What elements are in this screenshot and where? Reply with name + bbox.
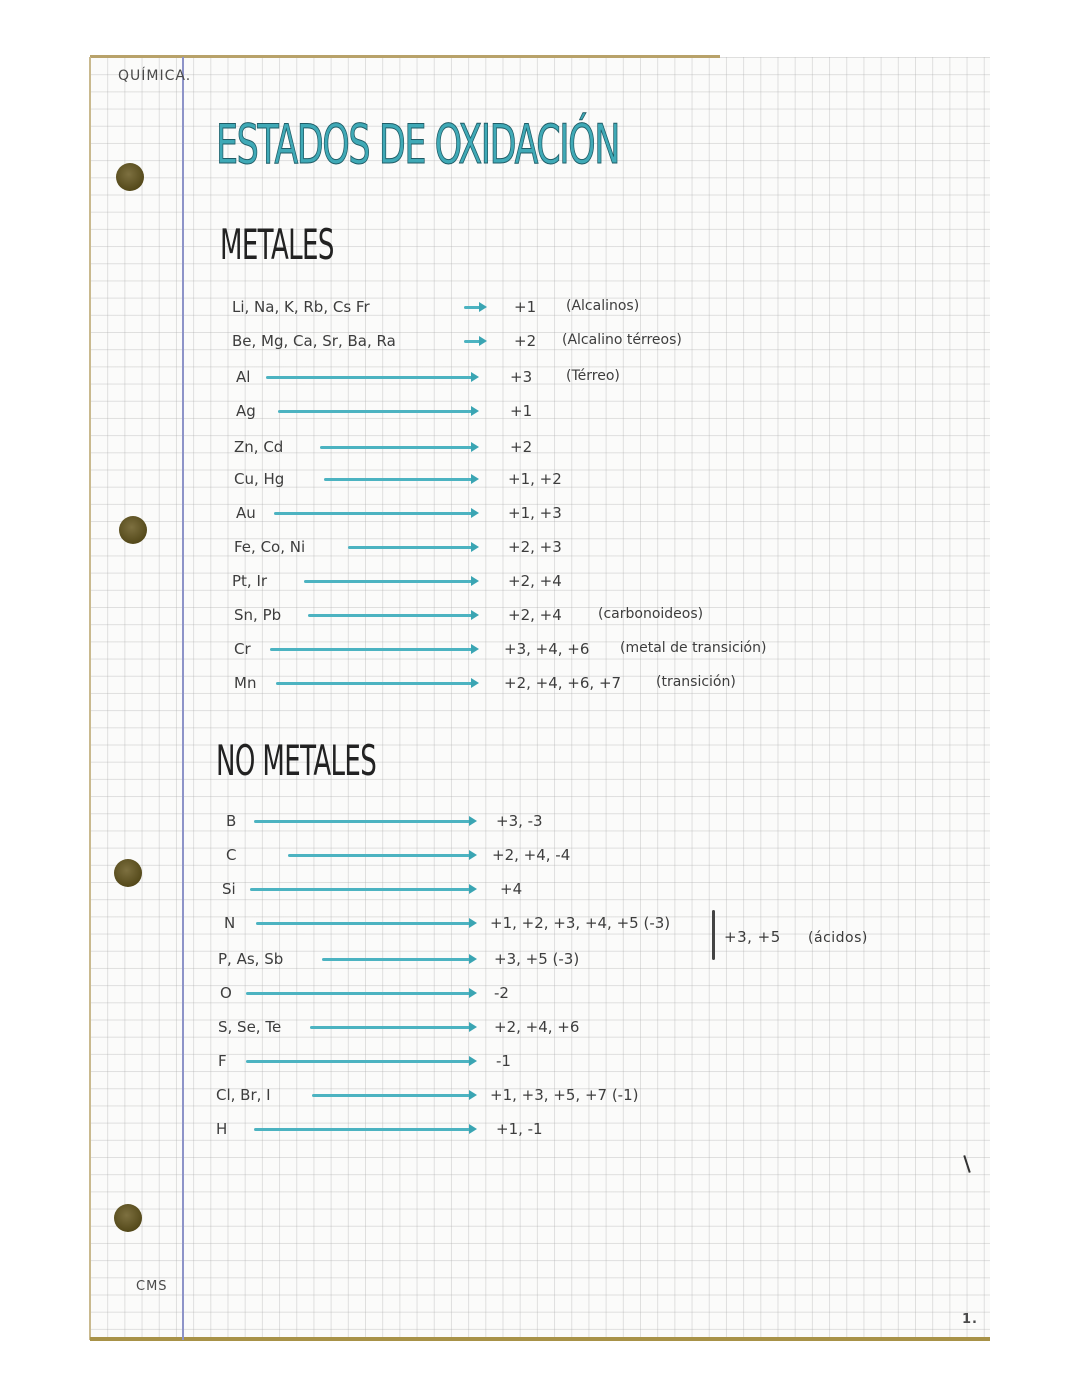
arrow-right-icon bbox=[254, 820, 472, 823]
arrow-right-icon bbox=[278, 410, 474, 413]
arrow-right-icon bbox=[324, 478, 474, 481]
arrow-right-icon bbox=[256, 922, 472, 925]
oxidation-states: -2 bbox=[494, 984, 509, 1002]
arrow-right-icon bbox=[274, 512, 474, 515]
binder-hole-icon bbox=[114, 1204, 142, 1232]
arrow-right-icon bbox=[304, 580, 474, 583]
element-list: Zn, Cd bbox=[234, 438, 284, 456]
table-row bbox=[0, 504, 1080, 534]
binder-hole-icon bbox=[116, 163, 144, 191]
table-row bbox=[0, 1120, 1080, 1150]
oxidation-states: +2, +3 bbox=[508, 538, 562, 556]
oxidation-states: +1, +3 bbox=[508, 504, 562, 522]
table-row bbox=[0, 402, 1080, 432]
oxidation-states: +3, +5 (-3) bbox=[494, 950, 580, 968]
table-row bbox=[0, 368, 1080, 398]
element-list: Fe, Co, Ni bbox=[234, 538, 306, 556]
element-list: F bbox=[218, 1052, 227, 1070]
element-list: Pt, Ir bbox=[232, 572, 268, 590]
subject-label: QUÍMICA. bbox=[118, 68, 192, 84]
element-list: Si bbox=[222, 880, 236, 898]
element-list: Be, Mg, Ca, Sr, Ba, Ra bbox=[232, 332, 396, 350]
bracket-label: (ácidos) bbox=[808, 930, 868, 946]
element-list: P, As, Sb bbox=[218, 950, 284, 968]
element-list: H bbox=[216, 1120, 228, 1138]
element-list: Cu, Hg bbox=[234, 470, 285, 488]
table-row bbox=[0, 538, 1080, 568]
arrow-right-icon bbox=[308, 614, 474, 617]
oxidation-states: +3, -3 bbox=[496, 812, 543, 830]
oxidation-states: +1, -1 bbox=[496, 1120, 543, 1138]
table-row bbox=[0, 1018, 1080, 1048]
oxidation-states: +2, +4, +6, +7 bbox=[504, 674, 622, 692]
element-list: Li, Na, K, Rb, Cs Fr bbox=[232, 298, 370, 316]
table-row bbox=[0, 846, 1080, 876]
element-list: Au bbox=[236, 504, 256, 522]
element-list: Sn, Pb bbox=[234, 606, 282, 624]
arrow-right-icon bbox=[312, 1094, 472, 1097]
table-row bbox=[0, 470, 1080, 500]
oxidation-states: +1 bbox=[514, 298, 537, 316]
oxidation-states: +3, +4, +6 bbox=[504, 640, 590, 658]
arrow-right-icon bbox=[322, 958, 472, 961]
table-row bbox=[0, 438, 1080, 468]
page-top-edge bbox=[90, 55, 720, 58]
group-note: (transición) bbox=[656, 674, 736, 690]
page-number: 1. bbox=[962, 1312, 978, 1327]
element-list: Mn bbox=[234, 674, 257, 692]
page-bottom-edge bbox=[90, 1337, 990, 1341]
oxidation-states: +2, +4, +6 bbox=[494, 1018, 580, 1036]
table-row bbox=[0, 572, 1080, 602]
table-row bbox=[0, 984, 1080, 1014]
arrow-right-icon bbox=[464, 306, 482, 309]
oxidation-states: +4 bbox=[500, 880, 523, 898]
group-note: (Térreo) bbox=[566, 368, 620, 384]
table-row bbox=[0, 674, 1080, 704]
table-row bbox=[0, 298, 1080, 328]
group-note: (Alcalinos) bbox=[566, 298, 640, 314]
page-title: ESTADOS DE OXIDACIÓN bbox=[216, 113, 619, 176]
oxidation-states: +1, +3, +5, +7 (-1) bbox=[490, 1086, 639, 1104]
arrow-right-icon bbox=[266, 376, 474, 379]
section-heading-metales: METALES bbox=[220, 220, 334, 269]
oxidation-states: -1 bbox=[496, 1052, 511, 1070]
element-list: C bbox=[226, 846, 237, 864]
arrow-right-icon bbox=[246, 1060, 472, 1063]
group-note: (carbonoideos) bbox=[598, 606, 704, 622]
arrow-right-icon bbox=[288, 854, 472, 857]
oxidation-states: +2 bbox=[514, 332, 537, 350]
arrow-right-icon bbox=[254, 1128, 472, 1131]
bracket-states: +3, +5 bbox=[724, 928, 781, 946]
section-heading-no-metales: NO METALES bbox=[216, 736, 377, 785]
element-list: Cl, Br, I bbox=[216, 1086, 271, 1104]
element-list: S, Se, Te bbox=[218, 1018, 282, 1036]
group-note: (metal de transición) bbox=[620, 640, 767, 656]
table-row bbox=[0, 332, 1080, 362]
table-row bbox=[0, 812, 1080, 842]
arrow-right-icon bbox=[320, 446, 474, 449]
table-row bbox=[0, 1086, 1080, 1116]
oxidation-states: +1, +2 bbox=[508, 470, 562, 488]
element-list: Cr bbox=[234, 640, 251, 658]
arrow-right-icon bbox=[246, 992, 472, 995]
arrow-right-icon bbox=[310, 1026, 472, 1029]
oxidation-states: +1 bbox=[510, 402, 533, 420]
arrow-right-icon bbox=[276, 682, 474, 685]
oxidation-states: +2, +4 bbox=[508, 606, 562, 624]
oxidation-states: +2, +4, -4 bbox=[492, 846, 571, 864]
oxidation-states: +2 bbox=[510, 438, 533, 456]
element-list: B bbox=[226, 812, 237, 830]
curly-brace-icon bbox=[712, 910, 715, 960]
table-row bbox=[0, 880, 1080, 910]
element-list: N bbox=[224, 914, 236, 932]
oxidation-states: +2, +4 bbox=[508, 572, 562, 590]
table-row bbox=[0, 1052, 1080, 1082]
table-row bbox=[0, 640, 1080, 670]
table-row bbox=[0, 950, 1080, 980]
oxidation-states: +1, +2, +3, +4, +5 (-3) bbox=[490, 914, 671, 932]
arrow-right-icon bbox=[348, 546, 474, 549]
table-row bbox=[0, 914, 1080, 944]
element-list: Ag bbox=[236, 402, 256, 420]
author-initials: CMS bbox=[136, 1279, 168, 1294]
arrow-right-icon bbox=[250, 888, 472, 891]
bracket-note bbox=[724, 928, 868, 946]
group-note: (Alcalino térreos) bbox=[562, 332, 682, 348]
element-list: Al bbox=[236, 368, 251, 386]
oxidation-states: +3 bbox=[510, 368, 533, 386]
arrow-right-icon bbox=[464, 340, 482, 343]
arrow-right-icon bbox=[270, 648, 474, 651]
element-list: O bbox=[220, 984, 232, 1002]
table-row bbox=[0, 606, 1080, 636]
